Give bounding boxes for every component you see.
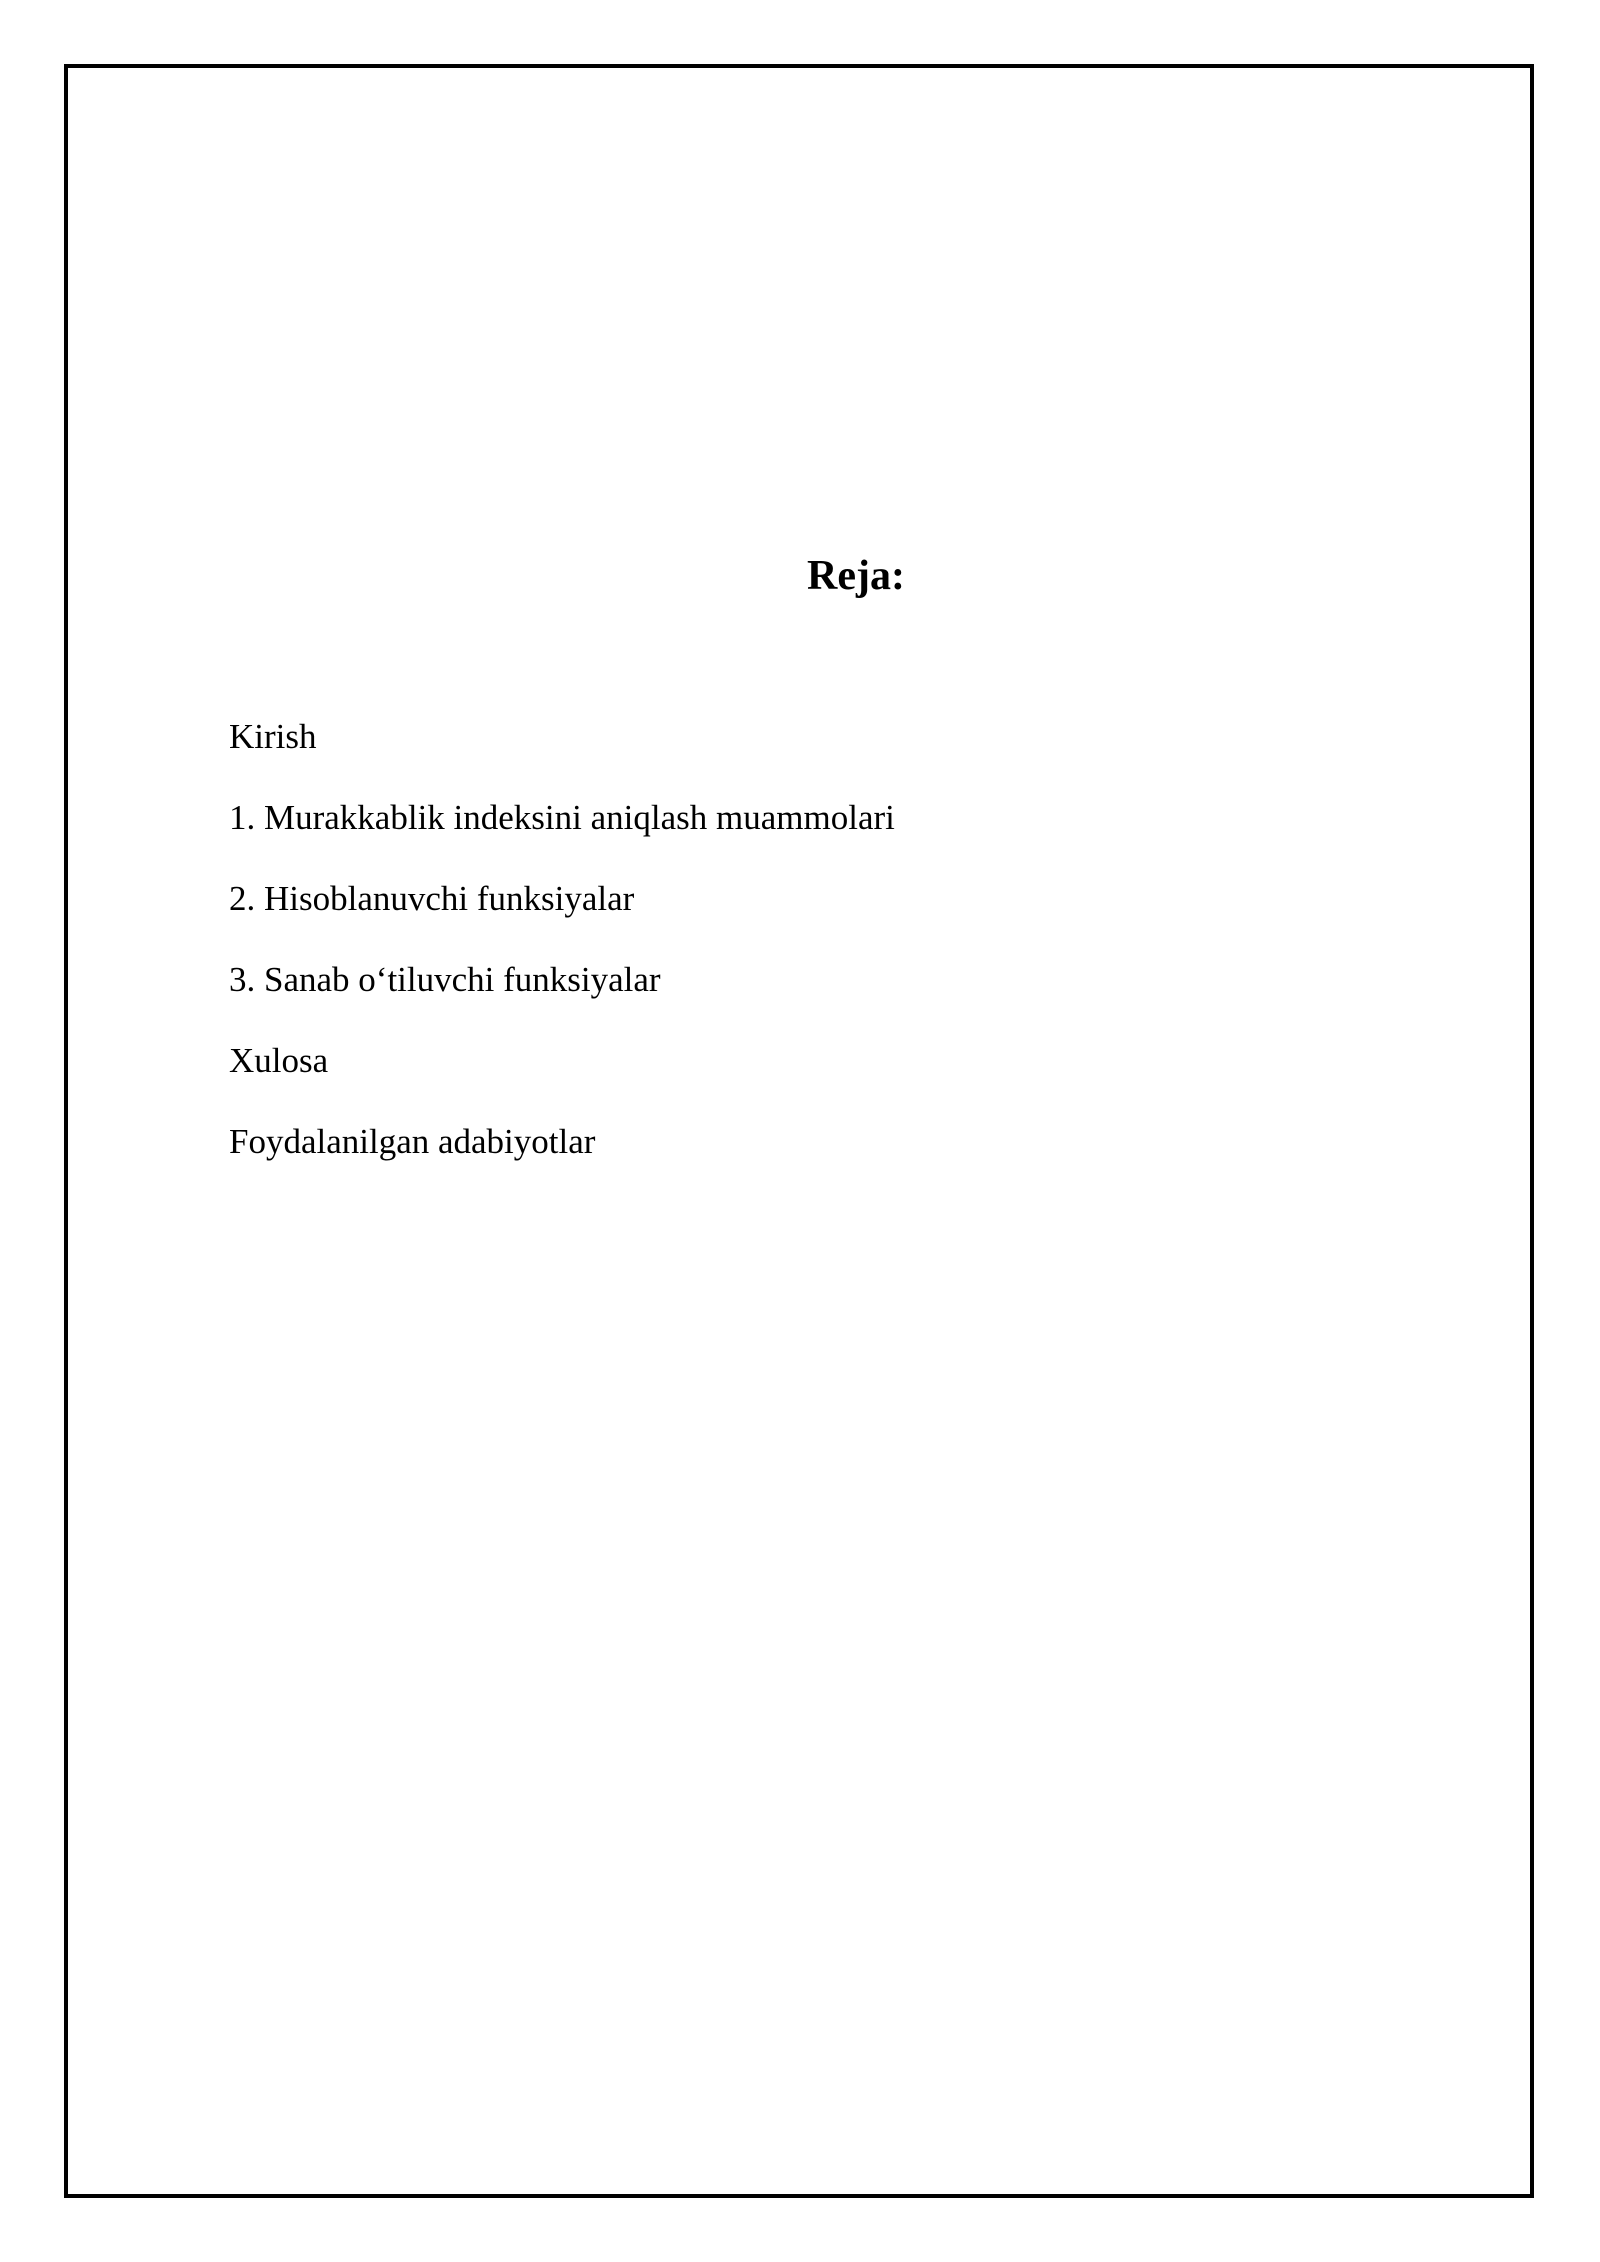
toc-item-conclusion: Xulosa (229, 1041, 329, 1080)
toc-item-section-3: 3. Sanab o‘tiluvchi funksiyalar (229, 960, 661, 999)
toc-item-section-2: 2. Hisoblanuvchi funksiyalar (229, 879, 635, 918)
toc-item-introduction: Kirish (229, 717, 317, 756)
toc-item-references: Foydalanilgan adabiyotlar (229, 1122, 596, 1161)
page-title: Reja: (807, 553, 905, 599)
table-of-contents (229, 696, 895, 1182)
toc-item-section-1: 1. Murakkablik indeksini aniqlash muammolari (229, 798, 895, 837)
